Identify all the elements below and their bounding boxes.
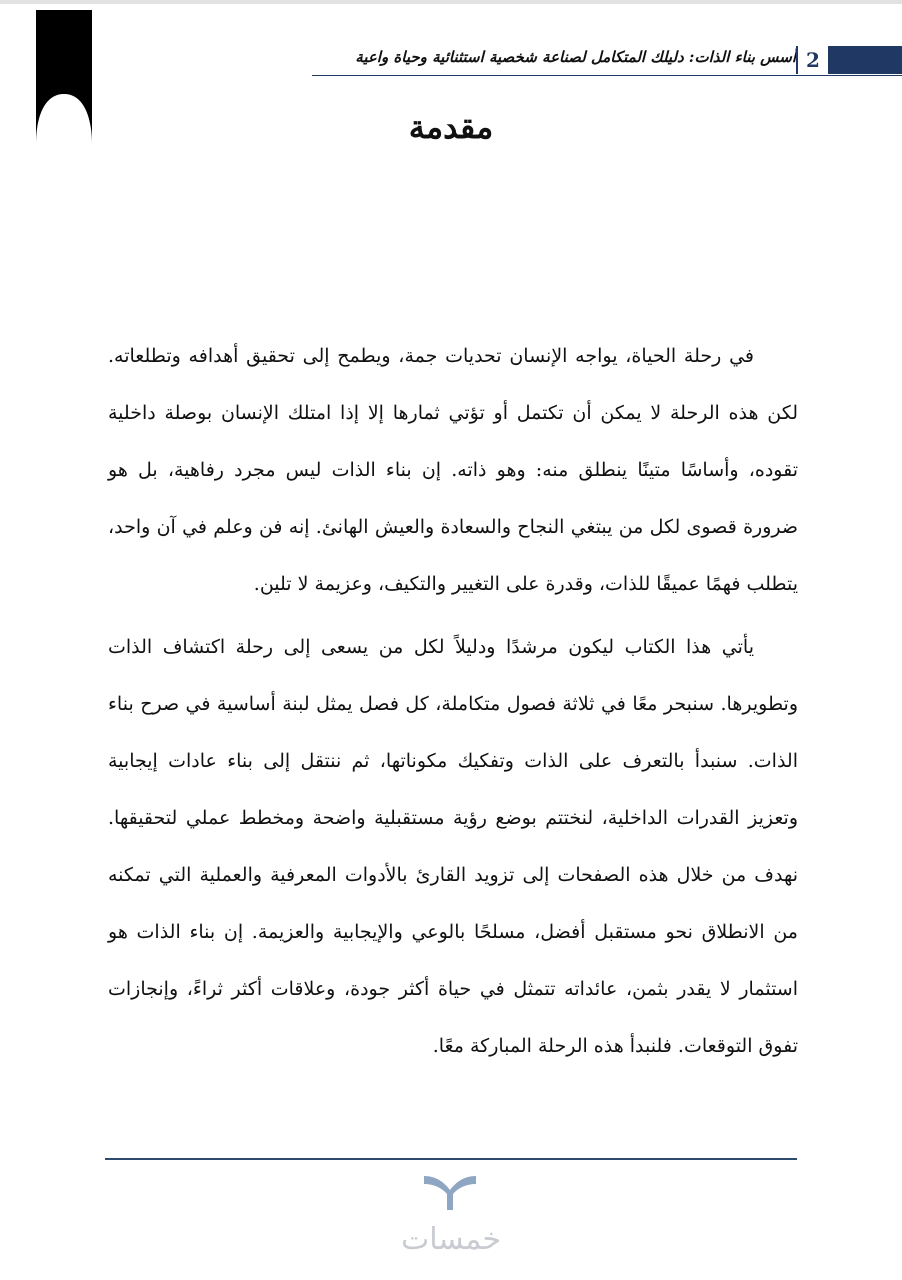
khamsat-logo-icon: [420, 1170, 480, 1214]
header-underline: [312, 75, 902, 76]
paragraph-book-overview: يأتي هذا الكتاب ليكون مرشدًا ودليلاً لكل من يسعى إلى رحلة اكتشاف الذات وتطويرها. سنبحر معًا في ثلاثة فصول متكاملة، كل فصل يمثل لبنة أساسية في صرح بناء الذات. سنبدأ بالتعرف على الذات وتفكيك مكوناتها، ثم ننتقل إلى بناء عادات إيجابية وتعزيز القدرات الداخلية، لنختتم بوضع رؤية مستقبلية واضحة ومخطط عملي لتحقيقها. نهدف من خلال هذه الصفحات إلى تزويد القارئ بالأدوات المعرفية والعملية التي تمكنه من الانطلاق نحو مستقبل أفضل، مسلحًا بالوعي والإيجابية والعزيمة. إن بناء الذات هو استثمار لا يقدر بثمن، عائداته تتمثل في حياة أكثر جودة، وعلاقات أكثر ثراءً، وإنجازات تفوق التوقعات. فلنبدأ هذه الرحلة المباركة معًا.: [108, 636, 798, 1057]
top-rule: [0, 0, 902, 4]
paragraph-intro: في رحلة الحياة، يواجه الإنسان تحديات جمة، ويطمح إلى تحقيق أهدافه وتطلعاته. لكن هذه الرحلة لا يمكن أن تكتمل أو تؤتي ثمارها إلا إذا امتلك الإنسان بوصلة داخلية تقوده، وأساسًا متينًا ينطلق منه: وهو ذاته. إن بناء الذات ليس مجرد رفاهية، بل هو ضرورة قصوى لكل من يبتغي النجاح والسعادة والعيش الهانئ. إنه فن وعلم في آن واحد، يتطلب فهمًا عميقًا للذات، وقدرة على التغيير والتكيف، وعزيمة لا تلين.: [108, 345, 798, 595]
watermark-text: خمسات: [400, 1222, 502, 1257]
running-header: [312, 46, 902, 76]
page-number: 2: [798, 46, 828, 74]
page-number-box: [796, 46, 902, 74]
header-title: أسس بناء الذات: دليلك المتكامل لصناعة شخصية استثنائية وحياة واعية: [355, 48, 796, 66]
body-text: [108, 328, 798, 1075]
page-title: مقدمة: [408, 108, 494, 146]
footer-rule: [105, 1158, 797, 1160]
